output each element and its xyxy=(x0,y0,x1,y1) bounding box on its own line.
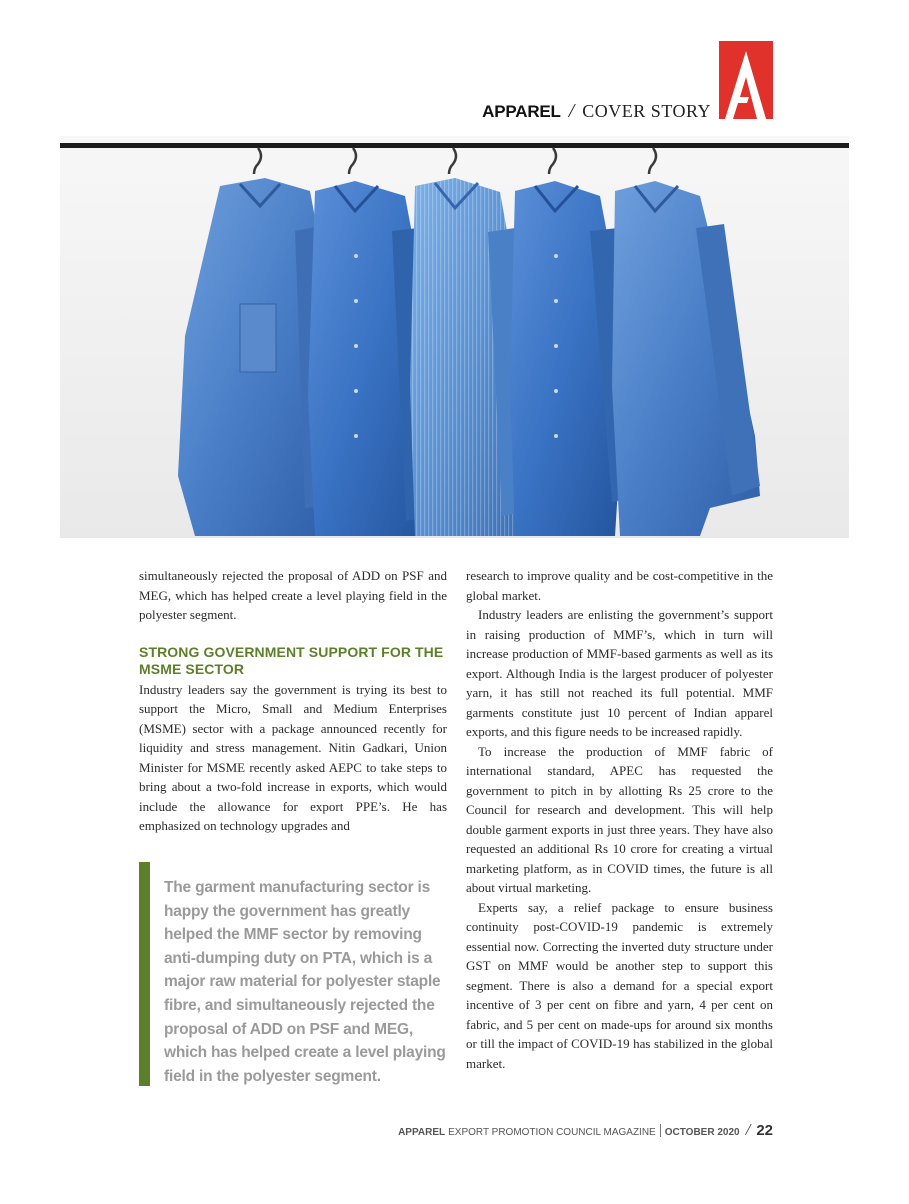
footer-brand: APPAREL xyxy=(398,1127,446,1138)
section-subhead: STRONG GOVERNMENT SUPPORT FOR THE MSME SECTOR xyxy=(139,643,444,677)
page-footer xyxy=(398,1120,773,1140)
right-paragraph-1: research to improve quality and be cost-competitive in the global market. xyxy=(466,568,773,603)
section-separator: / xyxy=(568,100,575,122)
footer-slash: / xyxy=(745,1120,751,1139)
left-column xyxy=(139,566,447,836)
shirts-photo xyxy=(60,136,849,538)
pull-quote: The garment manufacturing sector is happy the government has greatly helped the MMF sector by removing anti-dumping duty on PTA, which is a major raw material for polyester staple fibre, and simultaneously rejected the proposal of ADD on PSF and MEG, which has helped create a level playing field in the polyester segment. xyxy=(139,862,451,1086)
left-body-paragraph: Industry leaders say the government is trying its best to support the Micro, Small and Medium Enterprises (MSME) sector with a package announced recently for liquidity and stress management. Nitin Gadkari, Union Minister for MSME recently asked AEPC to take steps to bring about a two-fold increase in exports, which would include the allowance for export PPE’s. He has emphasized on technology upgrades and xyxy=(139,681,447,833)
left-intro-paragraph: simultaneously rejected the proposal of ADD on PSF and MEG, which has helped create a level playing field in the polyester segment. xyxy=(139,568,447,622)
right-paragraph-2: Industry leaders are enlisting the government’s support in raising production of MMF’s, which in turn will increase production of MMF-based garments as well as its export. Although India is the largest producer of polyester yarn, it has still not reached its full potential. MMF garments constitute just 10 percent of Indian apparel exports, and this figure needs to be increased rapidly. xyxy=(466,607,773,739)
page-number: 22 xyxy=(756,1122,773,1139)
apparel-logo-icon xyxy=(719,41,773,119)
right-column xyxy=(466,566,773,1073)
subsection-name: COVER STORY xyxy=(582,101,711,121)
footer-divider xyxy=(660,1124,661,1137)
section-name: APPAREL xyxy=(482,102,561,121)
right-paragraph-3: To increase the production of MMF fabric of international standard, APEC has requested the government to pitch in by allotting Rs 25 crore to the Council for research and development. This will help double garment exports in just three years. They have also requested an additional Rs 10 crore for creating a virtual marketing platform, as in COVID times, the future is all about virtual marketing. xyxy=(466,743,773,895)
footer-date: OCTOBER 2020 xyxy=(664,1127,740,1138)
footer-magazine: EXPORT PROMOTION COUNCIL MAGAZINE xyxy=(448,1127,656,1138)
right-paragraph-4: Experts say, a relief package to ensure business continuity post-COVID-19 pandemic is extremely essential now. Correcting the inverted duty structure under GST on MMF would be another step to support this segment. There is also a demand for a special export incentive of 3 per cent on fibre and yarn, 4 per cent on fabric, and 5 per cent on made-ups for around six months or till the impact of COVID-19 has stabilized in the global market. xyxy=(466,899,773,1071)
section-label xyxy=(482,100,711,126)
